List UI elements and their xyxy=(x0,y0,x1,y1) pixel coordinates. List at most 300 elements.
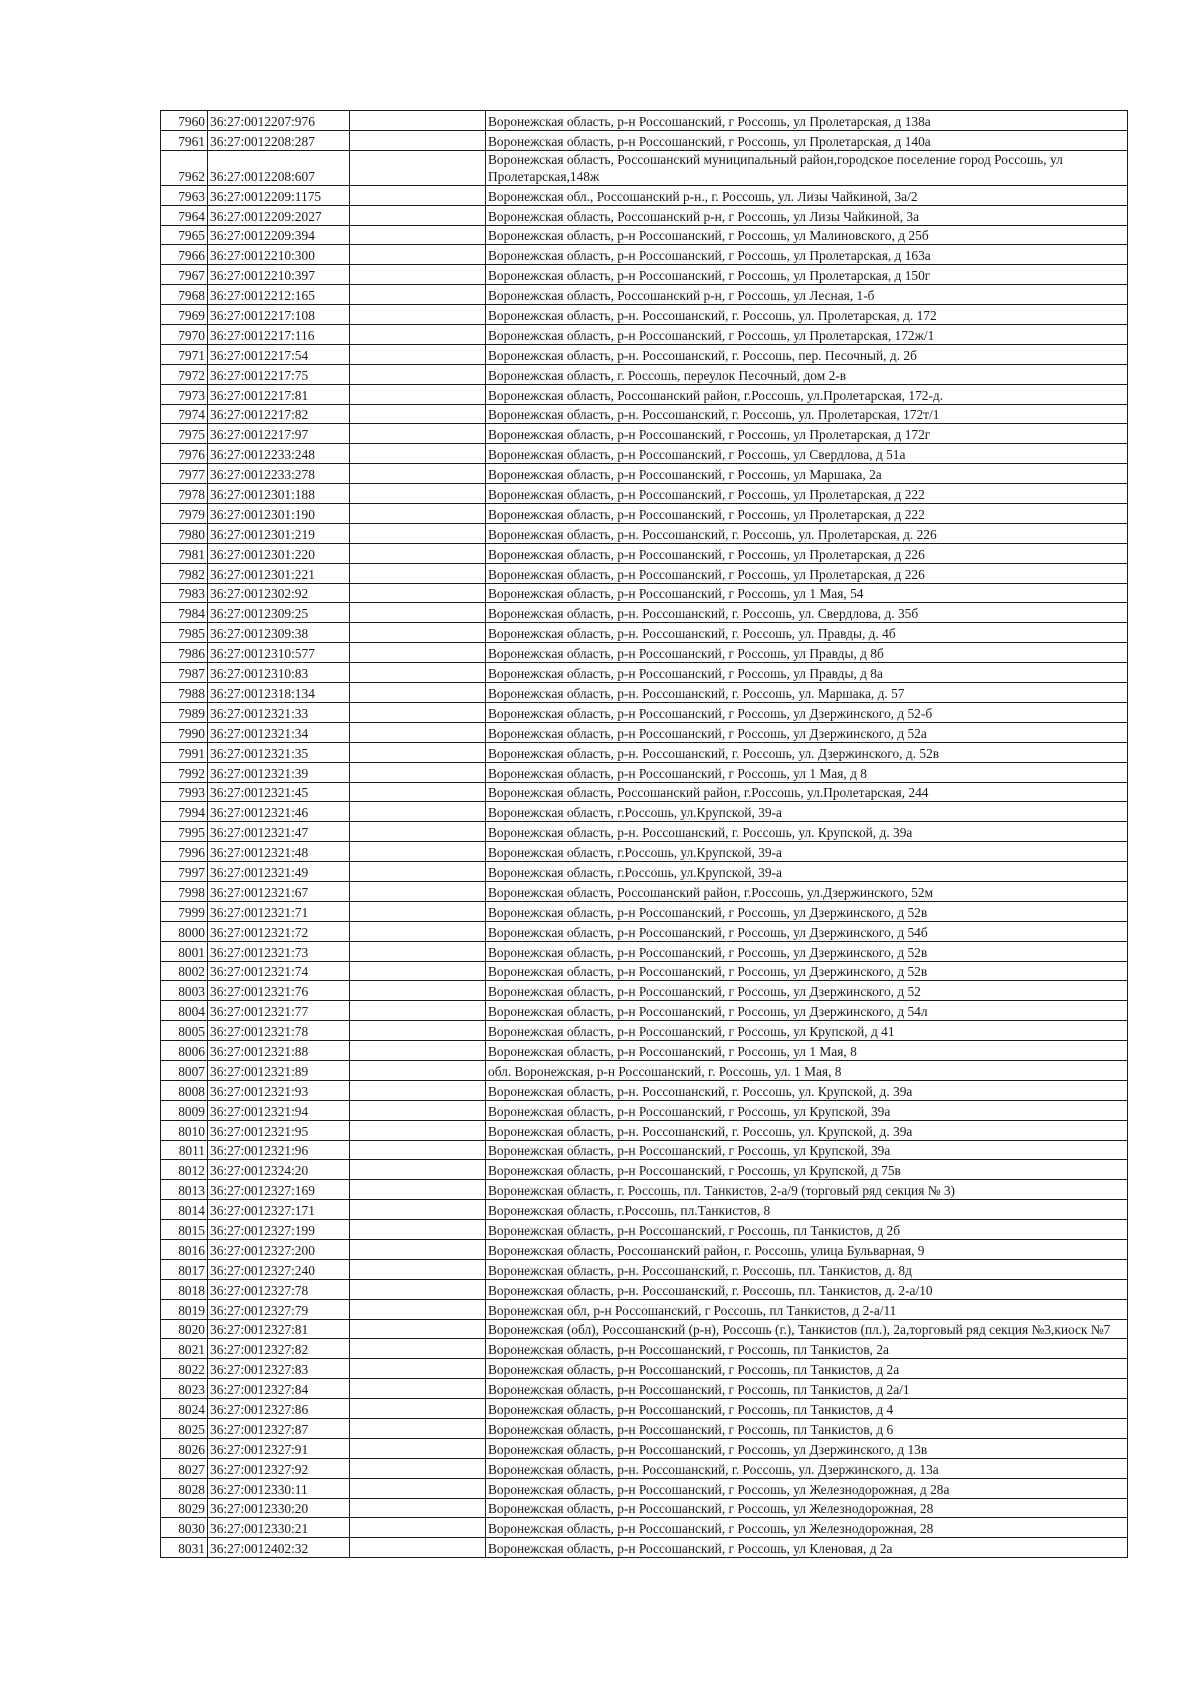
address-cell: Воронежская область, р-н. Россошанский, г. Россошь, ул. Крупской, д. 39а xyxy=(486,1120,1128,1140)
row-number-cell: 7986 xyxy=(161,643,208,663)
table-row xyxy=(161,484,1128,504)
row-number-cell: 8014 xyxy=(161,1200,208,1220)
cadastral-number-cell: 36:27:0012309:38 xyxy=(208,623,350,643)
address-cell: Воронежская область, Россошанский район, г. Россошь, улица Бульварная, 9 xyxy=(486,1239,1128,1259)
address-cell: Воронежская область, г. Россошь, переулок Песочный, дом 2-в xyxy=(486,364,1128,384)
table-row xyxy=(161,663,1128,683)
empty-cell xyxy=(350,941,486,961)
address-cell: Воронежская область, р-н Россошанский, г Россошь, пл Танкистов, д 2б xyxy=(486,1220,1128,1240)
table-row xyxy=(161,384,1128,404)
row-number-cell: 7978 xyxy=(161,484,208,504)
address-cell: Воронежская область, р-н. Россошанский, г. Россошь, ул. Пролетарская, д. 172 xyxy=(486,305,1128,325)
table-row xyxy=(161,1299,1128,1319)
cadastral-number-cell: 36:27:0012309:25 xyxy=(208,603,350,623)
table-row xyxy=(161,1379,1128,1399)
row-number-cell: 7972 xyxy=(161,364,208,384)
empty-cell xyxy=(350,111,486,131)
address-cell: Воронежская область, р-н. Россошанский, г. Россошь, ул. Дзержинского, д. 52в xyxy=(486,742,1128,762)
row-number-cell: 7971 xyxy=(161,344,208,364)
row-number-cell: 8031 xyxy=(161,1538,208,1558)
row-number-cell: 8018 xyxy=(161,1279,208,1299)
table-row xyxy=(161,1498,1128,1518)
row-number-cell: 8023 xyxy=(161,1379,208,1399)
cadastral-number-cell: 36:27:0012327:91 xyxy=(208,1438,350,1458)
table-row xyxy=(161,1279,1128,1299)
row-number-cell: 7965 xyxy=(161,225,208,245)
address-cell: Воронежская область, р-н Россошанский, г Россошь, ул Пролетарская, д 226 xyxy=(486,563,1128,583)
empty-cell xyxy=(350,702,486,722)
address-cell: Воронежская область, р-н Россошанский, г Россошь, ул Кленовая, д 2а xyxy=(486,1538,1128,1558)
table-row xyxy=(161,961,1128,981)
empty-cell xyxy=(350,424,486,444)
table-row xyxy=(161,842,1128,862)
cadastral-number-cell: 36:27:0012321:71 xyxy=(208,901,350,921)
empty-cell xyxy=(350,1160,486,1180)
row-number-cell: 7975 xyxy=(161,424,208,444)
table-row xyxy=(161,1419,1128,1439)
table-row xyxy=(161,762,1128,782)
table-row xyxy=(161,111,1128,131)
address-cell: Воронежская область, р-н Россошанский, г Россошь, ул Пролетарская, д 222 xyxy=(486,504,1128,524)
address-cell: Воронежская область, р-н Россошанский, г Россошь, пл Танкистов, д 2а xyxy=(486,1359,1128,1379)
cadastral-number-cell: 36:27:0012327:79 xyxy=(208,1299,350,1319)
row-number-cell: 7962 xyxy=(161,150,208,185)
empty-cell xyxy=(350,523,486,543)
empty-cell xyxy=(350,802,486,822)
row-number-cell: 7974 xyxy=(161,404,208,424)
row-number-cell: 8006 xyxy=(161,1041,208,1061)
table-row xyxy=(161,702,1128,722)
address-cell: Воронежская область, р-н. Россошанский, г. Россошь, ул. Пролетарская, д. 226 xyxy=(486,523,1128,543)
empty-cell xyxy=(350,1259,486,1279)
empty-cell xyxy=(350,583,486,603)
empty-cell xyxy=(350,1021,486,1041)
empty-cell xyxy=(350,344,486,364)
row-number-cell: 8021 xyxy=(161,1339,208,1359)
cadastral-number-cell: 36:27:0012327:87 xyxy=(208,1419,350,1439)
table-row xyxy=(161,344,1128,364)
table-row xyxy=(161,1478,1128,1498)
table-row xyxy=(161,1319,1128,1339)
table-row xyxy=(161,305,1128,325)
table-row xyxy=(161,643,1128,663)
address-cell: Воронежская область, р-н Россошанский, г Россошь, ул Пролетарская, д 163а xyxy=(486,245,1128,265)
cadastral-number-cell: 36:27:0012210:300 xyxy=(208,245,350,265)
row-number-cell: 7994 xyxy=(161,802,208,822)
table-row xyxy=(161,1060,1128,1080)
table-row xyxy=(161,1180,1128,1200)
empty-cell xyxy=(350,225,486,245)
address-cell: Воронежская область, Россошанский район, г.Россошь, ул.Пролетарская, 244 xyxy=(486,782,1128,802)
table-row xyxy=(161,543,1128,563)
cadastral-number-cell: 36:27:0012217:116 xyxy=(208,325,350,345)
address-cell: Воронежская область, р-н Россошанский, г Россошь, ул Железнодорожная, 28 xyxy=(486,1498,1128,1518)
empty-cell xyxy=(350,1060,486,1080)
table-row xyxy=(161,504,1128,524)
row-number-cell: 8015 xyxy=(161,1220,208,1240)
empty-cell xyxy=(350,1180,486,1200)
cadastral-number-cell: 36:27:0012210:397 xyxy=(208,265,350,285)
address-cell: Воронежская обл, р-н Россошанский, г Россошь, пл Танкистов, д 2-а/11 xyxy=(486,1299,1128,1319)
row-number-cell: 8010 xyxy=(161,1120,208,1140)
empty-cell xyxy=(350,1239,486,1259)
cadastral-number-cell: 36:27:0012301:221 xyxy=(208,563,350,583)
address-cell: Воронежская область, р-н Россошанский, г Россошь, ул Малиновского, д 25б xyxy=(486,225,1128,245)
cadastral-number-cell: 36:27:0012233:248 xyxy=(208,444,350,464)
address-cell: Воронежская область, р-н Россошанский, г Россошь, ул Железнодорожная, д 28а xyxy=(486,1478,1128,1498)
row-number-cell: 7968 xyxy=(161,285,208,305)
cadastral-number-cell: 36:27:0012321:77 xyxy=(208,1001,350,1021)
address-cell: обл. Воронежская, р-н Россошанский, г. Россошь, ул. 1 Мая, 8 xyxy=(486,1060,1128,1080)
empty-cell xyxy=(350,822,486,842)
cadastral-number-cell: 36:27:0012321:46 xyxy=(208,802,350,822)
row-number-cell: 8022 xyxy=(161,1359,208,1379)
address-cell: Воронежская область, р-н. Россошанский, г. Россошь, ул. Дзержинского, д. 13а xyxy=(486,1458,1128,1478)
address-cell: Воронежская область, р-н Россошанский, г Россошь, пл Танкистов, д 4 xyxy=(486,1399,1128,1419)
cadastral-number-cell: 36:27:0012217:81 xyxy=(208,384,350,404)
cadastral-number-cell: 36:27:0012217:82 xyxy=(208,404,350,424)
empty-cell xyxy=(350,1498,486,1518)
cadastral-number-cell: 36:27:0012327:81 xyxy=(208,1319,350,1339)
address-cell: Воронежская область, Россошанский р-н, г Россошь, ул Лизы Чайкиной, 3а xyxy=(486,205,1128,225)
address-cell: Воронежская область, р-н Россошанский, г Россошь, ул Правды, д 8б xyxy=(486,643,1128,663)
table-row xyxy=(161,1041,1128,1061)
empty-cell xyxy=(350,285,486,305)
address-cell: Воронежская область, р-н. Россошанский, г. Россошь, пл. Танкистов, д. 2-а/10 xyxy=(486,1279,1128,1299)
row-number-cell: 7966 xyxy=(161,245,208,265)
document-page xyxy=(160,110,1127,1558)
cadastral-number-cell: 36:27:0012217:75 xyxy=(208,364,350,384)
row-number-cell: 7996 xyxy=(161,842,208,862)
table-row xyxy=(161,1200,1128,1220)
cadastral-number-cell: 36:27:0012324:20 xyxy=(208,1160,350,1180)
empty-cell xyxy=(350,1140,486,1160)
address-cell: Воронежская область, р-н Россошанский, г Россошь, ул Правды, д 8а xyxy=(486,663,1128,683)
row-number-cell: 7970 xyxy=(161,325,208,345)
table-row xyxy=(161,1518,1128,1538)
empty-cell xyxy=(350,364,486,384)
empty-cell xyxy=(350,1419,486,1439)
address-cell: Воронежская область, г.Россошь, ул.Крупской, 39-а xyxy=(486,802,1128,822)
table-row xyxy=(161,364,1128,384)
cadastral-number-cell: 36:27:0012301:220 xyxy=(208,543,350,563)
cadastral-number-cell: 36:27:0012321:45 xyxy=(208,782,350,802)
table-row xyxy=(161,1080,1128,1100)
row-number-cell: 7999 xyxy=(161,901,208,921)
table-row xyxy=(161,941,1128,961)
table-row xyxy=(161,1001,1128,1021)
empty-cell xyxy=(350,1299,486,1319)
empty-cell xyxy=(350,384,486,404)
cadastral-number-cell: 36:27:0012321:96 xyxy=(208,1140,350,1160)
empty-cell xyxy=(350,205,486,225)
empty-cell xyxy=(350,1339,486,1359)
table-row xyxy=(161,921,1128,941)
table-row xyxy=(161,1538,1128,1558)
cadastral-number-cell: 36:27:0012327:84 xyxy=(208,1379,350,1399)
table-row xyxy=(161,225,1128,245)
row-number-cell: 8005 xyxy=(161,1021,208,1041)
empty-cell xyxy=(350,961,486,981)
empty-cell xyxy=(350,543,486,563)
row-number-cell: 7969 xyxy=(161,305,208,325)
empty-cell xyxy=(350,1100,486,1120)
address-cell: Воронежская область, р-н Россошанский, г Россошь, ул Крупской, д 75в xyxy=(486,1160,1128,1180)
cadastral-number-cell: 36:27:0012209:394 xyxy=(208,225,350,245)
address-cell: Воронежская область, р-н Россошанский, г Россошь, ул Пролетарская, д 172г xyxy=(486,424,1128,444)
address-cell: Воронежская область, р-н. Россошанский, г. Россошь, пл. Танкистов, д. 8д xyxy=(486,1259,1128,1279)
empty-cell xyxy=(350,1379,486,1399)
row-number-cell: 7980 xyxy=(161,523,208,543)
row-number-cell: 7983 xyxy=(161,583,208,603)
cadastral-number-cell: 36:27:0012321:93 xyxy=(208,1080,350,1100)
cadastral-number-cell: 36:27:0012321:72 xyxy=(208,921,350,941)
empty-cell xyxy=(350,130,486,150)
empty-cell xyxy=(350,1399,486,1419)
address-cell: Воронежская область, г.Россошь, пл.Танкистов, 8 xyxy=(486,1200,1128,1220)
row-number-cell: 7981 xyxy=(161,543,208,563)
row-number-cell: 7991 xyxy=(161,742,208,762)
row-number-cell: 7997 xyxy=(161,862,208,882)
table-row xyxy=(161,742,1128,762)
row-number-cell: 8002 xyxy=(161,961,208,981)
table-row xyxy=(161,185,1128,205)
address-cell: Воронежская область, р-н Россошанский, г Россошь, ул Крупской, 39а xyxy=(486,1100,1128,1120)
empty-cell xyxy=(350,150,486,185)
row-number-cell: 7984 xyxy=(161,603,208,623)
empty-cell xyxy=(350,722,486,742)
cadastral-number-cell: 36:27:0012327:240 xyxy=(208,1259,350,1279)
cadastral-number-cell: 36:27:0012330:11 xyxy=(208,1478,350,1498)
table-row xyxy=(161,464,1128,484)
table-row xyxy=(161,265,1128,285)
row-number-cell: 8012 xyxy=(161,1160,208,1180)
table-row xyxy=(161,404,1128,424)
address-cell: Воронежская область, р-н Россошанский, г Россошь, ул Маршака, 2а xyxy=(486,464,1128,484)
empty-cell xyxy=(350,603,486,623)
row-number-cell: 7989 xyxy=(161,702,208,722)
table-row xyxy=(161,623,1128,643)
row-number-cell: 7985 xyxy=(161,623,208,643)
empty-cell xyxy=(350,444,486,464)
address-cell: Воронежская область, Россошанский район, г.Россошь, ул.Пролетарская, 172-д. xyxy=(486,384,1128,404)
table-row xyxy=(161,802,1128,822)
table-row xyxy=(161,1399,1128,1419)
empty-cell xyxy=(350,842,486,862)
table-row xyxy=(161,1438,1128,1458)
table-row xyxy=(161,1239,1128,1259)
cadastral-number-cell: 36:27:0012321:47 xyxy=(208,822,350,842)
table-row xyxy=(161,1359,1128,1379)
cadastral-number-cell: 36:27:0012327:171 xyxy=(208,1200,350,1220)
cadastral-number-cell: 36:27:0012310:83 xyxy=(208,663,350,683)
cadastral-number-cell: 36:27:0012321:35 xyxy=(208,742,350,762)
address-cell: Воронежская область, Россошанский район, г.Россошь, ул.Дзержинского, 52м xyxy=(486,881,1128,901)
table-row xyxy=(161,603,1128,623)
table-row xyxy=(161,150,1128,185)
cadastral-number-cell: 36:27:0012217:108 xyxy=(208,305,350,325)
address-cell: Воронежская область, р-н Россошанский, г Россошь, ул Дзержинского, д 52а xyxy=(486,722,1128,742)
address-cell: Воронежская область, р-н. Россошанский, г. Россошь, ул. Свердлова, д. 35б xyxy=(486,603,1128,623)
empty-cell xyxy=(350,981,486,1001)
empty-cell xyxy=(350,1438,486,1458)
address-cell: Воронежская область, р-н Россошанский, г Россошь, ул Дзержинского, д 54л xyxy=(486,1001,1128,1021)
cadastral-number-cell: 36:27:0012208:287 xyxy=(208,130,350,150)
empty-cell xyxy=(350,504,486,524)
row-number-cell: 7988 xyxy=(161,683,208,703)
row-number-cell: 8004 xyxy=(161,1001,208,1021)
table-row xyxy=(161,130,1128,150)
cadastral-number-cell: 36:27:0012321:95 xyxy=(208,1120,350,1140)
row-number-cell: 7982 xyxy=(161,563,208,583)
empty-cell xyxy=(350,742,486,762)
address-cell: Воронежская область, р-н Россошанский, г Россошь, ул Дзержинского, д 52в xyxy=(486,901,1128,921)
address-cell: Воронежская область, р-н Россошанский, г Россошь, ул 1 Мая, 8 xyxy=(486,1041,1128,1061)
cadastral-number-cell: 36:27:0012321:78 xyxy=(208,1021,350,1041)
address-cell: Воронежская область, р-н Россошанский, г Россошь, пл Танкистов, 2а xyxy=(486,1339,1128,1359)
row-number-cell: 8016 xyxy=(161,1239,208,1259)
empty-cell xyxy=(350,1279,486,1299)
cadastral-number-cell: 36:27:0012301:219 xyxy=(208,523,350,543)
row-number-cell: 8008 xyxy=(161,1080,208,1100)
cadastral-number-cell: 36:27:0012321:76 xyxy=(208,981,350,1001)
cadastral-number-cell: 36:27:0012301:190 xyxy=(208,504,350,524)
row-number-cell: 8030 xyxy=(161,1518,208,1538)
cadastral-number-cell: 36:27:0012402:32 xyxy=(208,1538,350,1558)
cadastral-number-cell: 36:27:0012330:20 xyxy=(208,1498,350,1518)
table-row xyxy=(161,285,1128,305)
row-number-cell: 8024 xyxy=(161,1399,208,1419)
empty-cell xyxy=(350,1458,486,1478)
address-cell: Воронежская область, р-н Россошанский, г Россошь, ул Железнодорожная, 28 xyxy=(486,1518,1128,1538)
cadastral-number-cell: 36:27:0012302:92 xyxy=(208,583,350,603)
table-row xyxy=(161,1259,1128,1279)
row-number-cell: 8013 xyxy=(161,1180,208,1200)
empty-cell xyxy=(350,643,486,663)
empty-cell xyxy=(350,663,486,683)
empty-cell xyxy=(350,404,486,424)
empty-cell xyxy=(350,1220,486,1240)
table-row xyxy=(161,1100,1128,1120)
cadastral-number-cell: 36:27:0012321:33 xyxy=(208,702,350,722)
row-number-cell: 7960 xyxy=(161,111,208,131)
empty-cell xyxy=(350,1319,486,1339)
cadastral-number-cell: 36:27:0012209:1175 xyxy=(208,185,350,205)
address-cell: Воронежская область, г. Россошь, пл. Танкистов, 2-а/9 (торговый ряд секция № 3) xyxy=(486,1180,1128,1200)
address-cell: Воронежская область, р-н Россошанский, г Россошь, ул Дзержинского, д 52в xyxy=(486,941,1128,961)
row-number-cell: 7998 xyxy=(161,881,208,901)
cadastral-number-cell: 36:27:0012321:88 xyxy=(208,1041,350,1061)
row-number-cell: 7992 xyxy=(161,762,208,782)
address-cell: Воронежская область, р-н Россошанский, г Россошь, ул Пролетарская, д 150г xyxy=(486,265,1128,285)
row-number-cell: 8028 xyxy=(161,1478,208,1498)
row-number-cell: 7990 xyxy=(161,722,208,742)
row-number-cell: 7964 xyxy=(161,205,208,225)
address-cell: Воронежская область, р-н Россошанский, г Россошь, ул Крупской, 39а xyxy=(486,1140,1128,1160)
row-number-cell: 7963 xyxy=(161,185,208,205)
cadastral-number-cell: 36:27:0012217:97 xyxy=(208,424,350,444)
cadastral-number-cell: 36:27:0012330:21 xyxy=(208,1518,350,1538)
cadastral-number-cell: 36:27:0012327:82 xyxy=(208,1339,350,1359)
address-cell: Воронежская область, р-н. Россошанский, г. Россошь, пер. Песочный, д. 2б xyxy=(486,344,1128,364)
table-row xyxy=(161,583,1128,603)
empty-cell xyxy=(350,1200,486,1220)
cadastral-number-cell: 36:27:0012321:73 xyxy=(208,941,350,961)
address-cell: Воронежская область, р-н Россошанский, г Россошь, ул Дзержинского, д 52 xyxy=(486,981,1128,1001)
address-cell: Воронежская область, р-н Россошанский, г Россошь, ул Свердлова, д 51а xyxy=(486,444,1128,464)
address-cell: Воронежская область, р-н Россошанский, г Россошь, ул Пролетарская, д 226 xyxy=(486,543,1128,563)
cadastral-number-cell: 36:27:0012327:199 xyxy=(208,1220,350,1240)
empty-cell xyxy=(350,1518,486,1538)
row-number-cell: 7979 xyxy=(161,504,208,524)
cadastral-number-cell: 36:27:0012318:134 xyxy=(208,683,350,703)
address-cell: Воронежская область, Россошанский муниципальный район,городское поселение город Россошь, ул Пролетарская,148ж xyxy=(486,150,1128,185)
cadastral-number-cell: 36:27:0012212:165 xyxy=(208,285,350,305)
row-number-cell: 8026 xyxy=(161,1438,208,1458)
table-row xyxy=(161,822,1128,842)
cadastral-number-cell: 36:27:0012310:577 xyxy=(208,643,350,663)
table-row xyxy=(161,683,1128,703)
cadastral-number-cell: 36:27:0012233:278 xyxy=(208,464,350,484)
cadastral-number-cell: 36:27:0012217:54 xyxy=(208,344,350,364)
table-row xyxy=(161,722,1128,742)
row-number-cell: 8029 xyxy=(161,1498,208,1518)
empty-cell xyxy=(350,265,486,285)
table-row xyxy=(161,1021,1128,1041)
row-number-cell: 7973 xyxy=(161,384,208,404)
row-number-cell: 7961 xyxy=(161,130,208,150)
empty-cell xyxy=(350,1478,486,1498)
address-cell: Воронежская область, р-н. Россошанский, г. Россошь, ул. Крупской, д. 39а xyxy=(486,1080,1128,1100)
cadastral-number-cell: 36:27:0012321:94 xyxy=(208,1100,350,1120)
cadastral-number-cell: 36:27:0012327:169 xyxy=(208,1180,350,1200)
empty-cell xyxy=(350,563,486,583)
address-cell: Воронежская область, р-н. Россошанский, г. Россошь, ул. Правды, д. 4б xyxy=(486,623,1128,643)
address-cell: Воронежская область, р-н Россошанский, г Россошь, ул Дзержинского, д 54б xyxy=(486,921,1128,941)
address-cell: Воронежская область, р-н Россошанский, г Россошь, ул Крупской, д 41 xyxy=(486,1021,1128,1041)
empty-cell xyxy=(350,484,486,504)
row-number-cell: 8000 xyxy=(161,921,208,941)
address-cell: Воронежская область, р-н Россошанский, г Россошь, ул Дзержинского, д 52-б xyxy=(486,702,1128,722)
table-row xyxy=(161,981,1128,1001)
table-row xyxy=(161,245,1128,265)
table-row xyxy=(161,444,1128,464)
empty-cell xyxy=(350,1001,486,1021)
empty-cell xyxy=(350,921,486,941)
cadastral-number-cell: 36:27:0012207:976 xyxy=(208,111,350,131)
empty-cell xyxy=(350,862,486,882)
row-number-cell: 8007 xyxy=(161,1060,208,1080)
table-row xyxy=(161,881,1128,901)
row-number-cell: 8011 xyxy=(161,1140,208,1160)
empty-cell xyxy=(350,1538,486,1558)
empty-cell xyxy=(350,762,486,782)
table-row xyxy=(161,862,1128,882)
address-cell: Воронежская область, р-н Россошанский, г Россошь, ул 1 Мая, 54 xyxy=(486,583,1128,603)
cadastral-number-cell: 36:27:0012209:2027 xyxy=(208,205,350,225)
row-number-cell: 8009 xyxy=(161,1100,208,1120)
row-number-cell: 8027 xyxy=(161,1458,208,1478)
empty-cell xyxy=(350,305,486,325)
address-cell: Воронежская обл., Россошанский р-н., г. Россошь, ул. Лизы Чайкиной, 3а/2 xyxy=(486,185,1128,205)
table-row xyxy=(161,782,1128,802)
address-cell: Воронежская область, р-н Россошанский, г Россошь, ул Дзержинского, д 13в xyxy=(486,1438,1128,1458)
empty-cell xyxy=(350,1080,486,1100)
empty-cell xyxy=(350,185,486,205)
address-cell: Воронежская область, р-н Россошанский, г Россошь, ул Дзержинского, д 52в xyxy=(486,961,1128,981)
cadastral-number-cell: 36:27:0012327:92 xyxy=(208,1458,350,1478)
cadastral-number-cell: 36:27:0012321:48 xyxy=(208,842,350,862)
